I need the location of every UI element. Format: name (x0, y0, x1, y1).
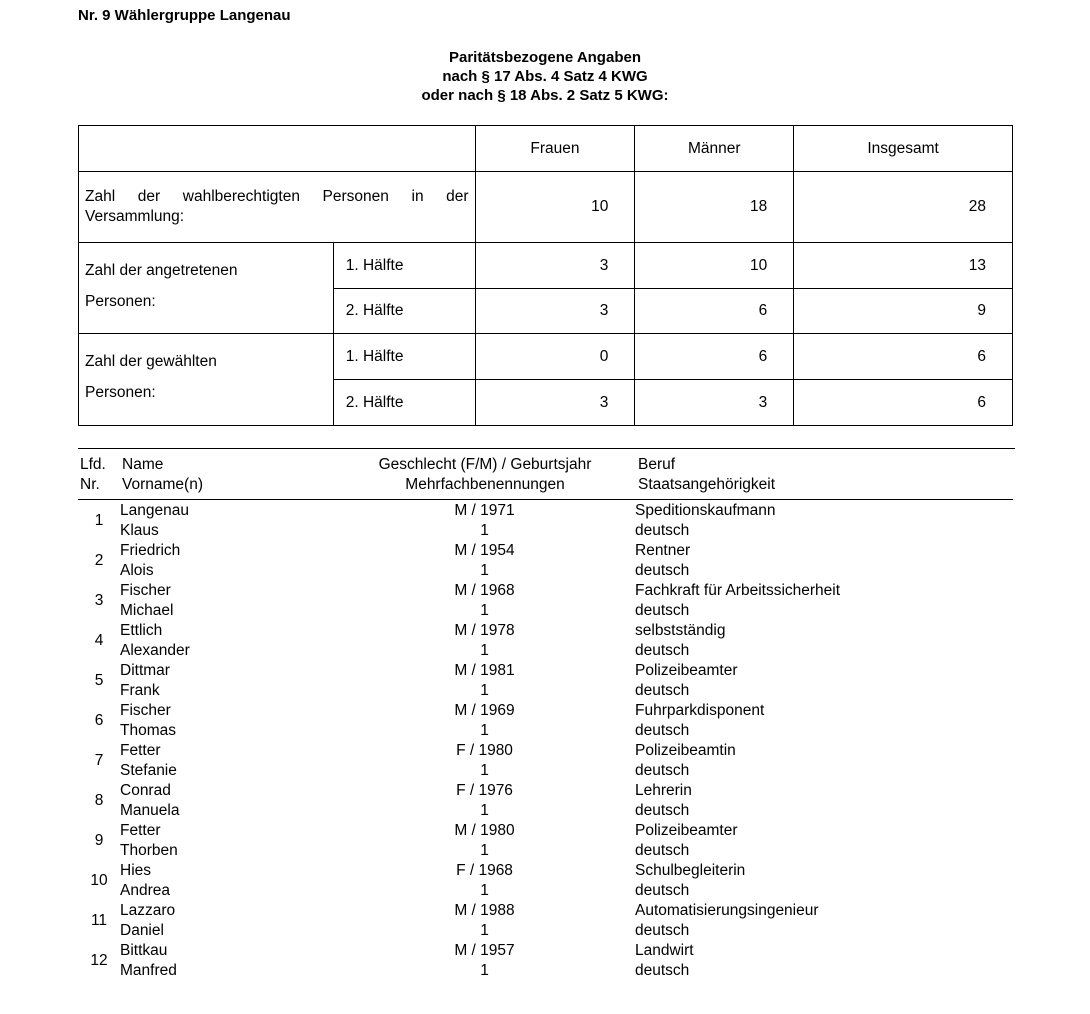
candidate-gender-birthyear: F / 1980 (456, 742, 513, 759)
candidate-last-name: Ettlich (120, 622, 163, 639)
elected-half1-row (79, 334, 1013, 380)
candidate-gender-birthyear: M / 1988 (454, 902, 515, 919)
candidates-half1-men: 10 (635, 243, 794, 289)
col-header-nr (80, 455, 106, 495)
candidate-number: 9 (94, 832, 104, 849)
candidate-row (78, 501, 1013, 541)
elected-half2-women: 3 (475, 380, 635, 426)
candidate-number: 6 (94, 712, 104, 729)
candidate-number: 11 (90, 912, 108, 929)
subtitle-line: nach § 17 Abs. 4 Satz 4 KWG (442, 68, 648, 85)
col-header-line: Lfd. (80, 456, 106, 473)
candidates-half2-label: 2. Hälfte (333, 289, 475, 334)
elected-half2-men: 3 (635, 380, 794, 426)
elected-label-line: Personen: (85, 384, 156, 401)
candidate-gender-birthyear: F / 1968 (456, 862, 513, 879)
candidates-label (79, 243, 334, 334)
candidate-first-name: Alexander (120, 642, 190, 659)
candidate-nationality: deutsch (635, 522, 690, 539)
eligible-women: 10 (475, 172, 635, 243)
col-header-line: Staatsangehörigkeit (638, 476, 776, 493)
candidate-last-name: Fetter (120, 742, 161, 759)
col-header-line: Beruf (638, 456, 676, 473)
candidate-list (78, 501, 1013, 981)
col-header-line: Nr. (80, 476, 100, 493)
candidate-multiple-nominations: 1 (480, 722, 489, 739)
col-header-job (638, 455, 775, 495)
parity-subtitle (0, 48, 1090, 105)
candidate-nationality: deutsch (635, 922, 690, 939)
candidate-gender-birthyear: M / 1968 (454, 582, 515, 599)
page-heading: Nr. 9 Wählergruppe Langenau (78, 7, 291, 24)
candidate-occupation: Polizeibeamter (635, 822, 738, 839)
candidate-nationality: deutsch (635, 682, 690, 699)
candidate-nationality: deutsch (635, 602, 690, 619)
candidate-last-name: Fetter (120, 822, 161, 839)
candidate-number: 4 (94, 632, 104, 649)
col-header-line: Geschlecht (F/M) / Geburtsjahr (378, 456, 592, 473)
candidate-multiple-nominations: 1 (480, 602, 489, 619)
candidate-row (78, 581, 1013, 621)
candidate-occupation: Fuhrparkdisponent (635, 702, 765, 719)
candidate-number: 2 (94, 552, 104, 569)
candidate-number: 8 (94, 792, 104, 809)
candidate-occupation: selbstständig (635, 622, 726, 639)
candidate-first-name: Daniel (120, 922, 164, 939)
parity-table (78, 125, 1013, 426)
candidate-multiple-nominations: 1 (480, 642, 489, 659)
elected-half1-total: 6 (794, 334, 1013, 380)
candidate-occupation: Fachkraft für Arbeitssicherheit (635, 582, 841, 599)
candidate-gender-birthyear: M / 1980 (454, 822, 515, 839)
candidate-row (78, 541, 1013, 581)
candidate-occupation: Rentner (635, 542, 691, 559)
candidate-occupation: Landwirt (635, 942, 694, 959)
candidate-first-name: Andrea (120, 882, 170, 899)
candidate-first-name: Klaus (120, 522, 159, 539)
candidate-gender-birthyear: M / 1969 (454, 702, 515, 719)
candidate-nationality: deutsch (635, 722, 690, 739)
candidate-multiple-nominations: 1 (480, 922, 489, 939)
candidate-first-name: Manuela (120, 802, 180, 819)
candidate-gender-birthyear: M / 1957 (454, 942, 515, 959)
candidate-first-name: Michael (120, 602, 174, 619)
subtitle-line: Paritätsbezogene Angaben (449, 49, 641, 66)
candidate-multiple-nominations: 1 (480, 682, 489, 699)
candidate-gender-birthyear: M / 1978 (454, 622, 515, 639)
eligible-men: 18 (635, 172, 794, 243)
candidate-nationality: deutsch (635, 762, 690, 779)
header-empty-cell (79, 126, 476, 172)
candidate-last-name: Friedrich (120, 542, 181, 559)
candidates-label-line: Zahl der angetretenen (85, 262, 238, 279)
parity-header-row (79, 126, 1013, 172)
eligible-row (79, 172, 1013, 243)
candidate-row (78, 701, 1013, 741)
candidate-number: 3 (94, 592, 104, 609)
candidate-number: 5 (94, 672, 104, 689)
candidate-first-name: Frank (120, 682, 160, 699)
candidate-gender-birthyear: M / 1971 (454, 502, 515, 519)
candidate-occupation: Schulbegleiterin (635, 862, 746, 879)
candidate-row (78, 781, 1013, 821)
candidate-last-name: Conrad (120, 782, 171, 799)
list-header-divider (78, 499, 1013, 500)
candidate-multiple-nominations: 1 (480, 802, 489, 819)
candidate-nationality: deutsch (635, 882, 690, 899)
candidate-occupation: Speditionskaufmann (635, 502, 776, 519)
candidate-last-name: Bittkau (120, 942, 168, 959)
header-total: Insgesamt (794, 126, 1013, 172)
candidate-multiple-nominations: 1 (480, 842, 489, 859)
elected-label-line: Zahl der gewählten (85, 353, 217, 370)
candidate-gender-birthyear: F / 1976 (456, 782, 513, 799)
elected-half1-men: 6 (635, 334, 794, 380)
eligible-total: 28 (794, 172, 1013, 243)
header-men: Männer (635, 126, 794, 172)
candidate-row (78, 901, 1013, 941)
candidate-row (78, 941, 1013, 981)
col-header-gender (330, 455, 640, 495)
candidate-row (78, 661, 1013, 701)
elected-half2-label: 2. Hälfte (333, 380, 475, 426)
candidate-occupation: Lehrerin (635, 782, 692, 799)
candidates-half2-men: 6 (635, 289, 794, 334)
candidate-number: 7 (94, 752, 104, 769)
candidate-first-name: Stefanie (120, 762, 177, 779)
candidate-occupation: Polizeibeamter (635, 662, 738, 679)
candidate-nationality: deutsch (635, 962, 690, 979)
candidate-nationality: deutsch (635, 642, 690, 659)
candidate-nationality: deutsch (635, 802, 690, 819)
candidate-last-name: Dittmar (120, 662, 170, 679)
candidate-occupation: Automatisierungsingenieur (635, 902, 819, 919)
candidate-first-name: Thorben (120, 842, 178, 859)
candidates-half1-women: 3 (475, 243, 635, 289)
candidates-label-line: Personen: (85, 293, 156, 310)
candidate-multiple-nominations: 1 (480, 762, 489, 779)
candidate-first-name: Alois (120, 562, 154, 579)
candidate-number: 10 (90, 872, 108, 889)
candidate-last-name: Langenau (120, 502, 189, 519)
col-header-line: Vorname(n) (122, 476, 203, 493)
candidate-last-name: Lazzaro (120, 902, 176, 919)
candidates-half1-row (79, 243, 1013, 289)
candidate-row (78, 741, 1013, 781)
candidate-occupation: Polizeibeamtin (635, 742, 736, 759)
elected-half1-women: 0 (475, 334, 635, 380)
candidates-half1-total: 13 (794, 243, 1013, 289)
header-women: Frauen (475, 126, 635, 172)
candidate-first-name: Manfred (120, 962, 177, 979)
col-header-line: Mehrfachbenennungen (405, 476, 565, 493)
candidates-half2-total: 9 (794, 289, 1013, 334)
candidate-nationality: deutsch (635, 562, 690, 579)
col-header-name (122, 455, 203, 495)
eligible-label: Zahl der wahlberechtigten Personen in der Versammlung: (79, 172, 476, 243)
list-top-divider (78, 448, 1015, 449)
elected-label (79, 334, 334, 426)
candidate-first-name: Thomas (120, 722, 176, 739)
candidates-half1-label: 1. Hälfte (333, 243, 475, 289)
col-header-line: Name (122, 456, 164, 473)
candidate-multiple-nominations: 1 (480, 562, 489, 579)
candidate-gender-birthyear: M / 1981 (454, 662, 515, 679)
elected-half2-total: 6 (794, 380, 1013, 426)
candidate-multiple-nominations: 1 (480, 522, 489, 539)
candidate-multiple-nominations: 1 (480, 882, 489, 899)
candidate-number: 1 (94, 512, 104, 529)
candidate-row (78, 621, 1013, 661)
candidate-nationality: deutsch (635, 842, 690, 859)
candidate-last-name: Fischer (120, 582, 171, 599)
elected-half1-label: 1. Hälfte (333, 334, 475, 380)
subtitle-line: oder nach § 18 Abs. 2 Satz 5 KWG: (421, 87, 669, 104)
candidate-row (78, 861, 1013, 901)
candidate-gender-birthyear: M / 1954 (454, 542, 515, 559)
candidate-row (78, 821, 1013, 861)
candidate-multiple-nominations: 1 (480, 962, 489, 979)
candidate-number: 12 (90, 952, 108, 969)
candidates-half2-women: 3 (475, 289, 635, 334)
candidate-last-name: Fischer (120, 702, 171, 719)
candidate-last-name: Hies (120, 862, 152, 879)
